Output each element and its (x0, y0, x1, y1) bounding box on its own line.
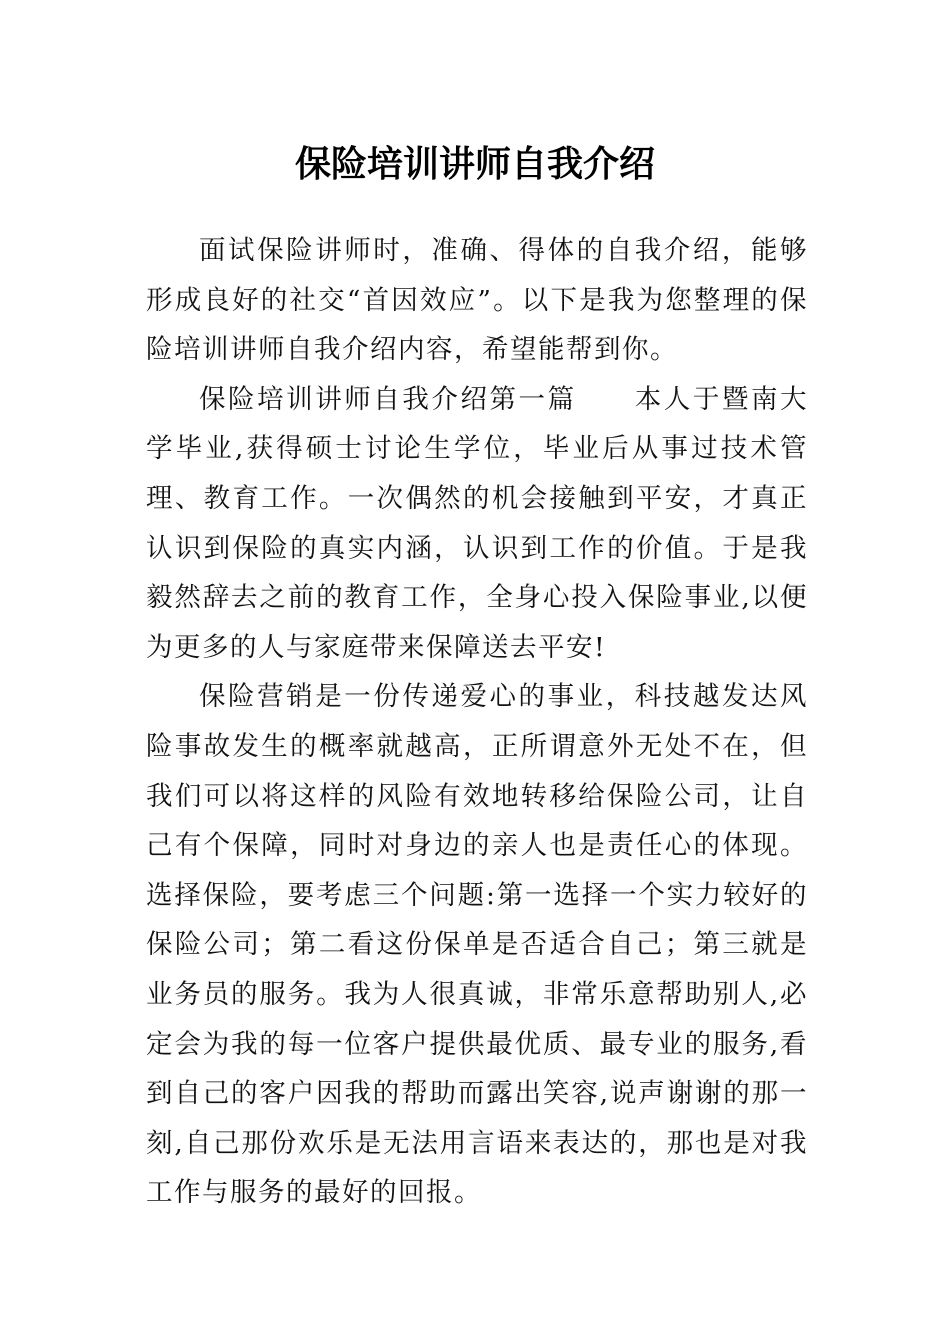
document-body (146, 226, 808, 1218)
paragraph-insurance-marketing: 保险营销是一份传递爱心的事业，科技越发达风险事故发生的概率就越高，正所谓意外无处不在，但我们可以将这样的风险有效地转移给保险公司，让自己有个保障，同时对身边的亲人也是责任心的体现。选择保险，要考虑三个问题:第一选择一个实力较好的保险公司；第二看这份保单是否适合自己；第三就是业务员的服务。我为人很真诚，非常乐意帮助别人,必定会为我的每一位客户提供最优质、最专业的服务,看到自己的客户因我的帮助而露出笑容,说声谢谢的那一刻,自己那份欢乐是无法用言语来表达的，那也是对我工作与服务的最好的回报。 (146, 681, 808, 1209)
document-title: 保险培训讲师自我介绍 (294, 143, 655, 185)
paragraph-intro: 面试保险讲师时，准确、得体的自我介绍，能够形成良好的社交“首因效应”。以下是我为您整理的保险培训讲师自我介绍内容，希望能帮到你。 (146, 235, 808, 366)
paragraph-first-article: 保险培训讲师自我介绍第一篇 本人于暨南大学毕业,获得硕士讨论生学位，毕业后从事过技术管理、教育工作。一次偶然的机会接触到平安，才真正认识到保险的真实内涵，认识到工作的价值。于是我毅然辞去之前的教育工作，全身心投入保险事业,以便为更多的人与家庭带来保障送去平安! (146, 383, 808, 663)
